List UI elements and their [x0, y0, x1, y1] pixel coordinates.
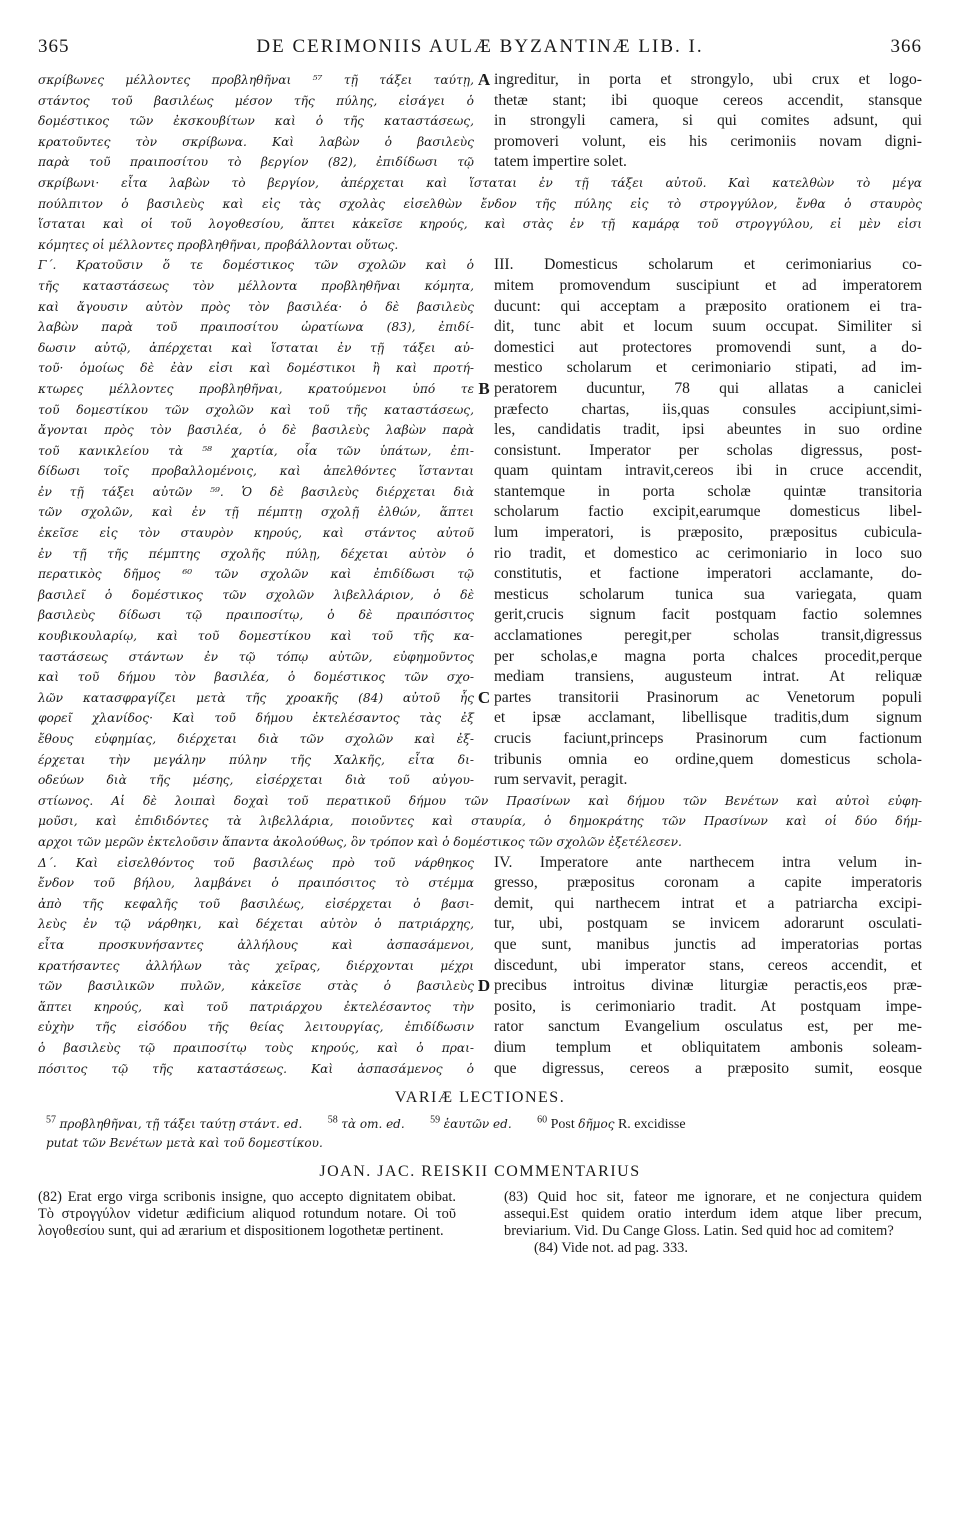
commentary-heading: JOAN. JAC. REISKII COMMENTARIUS: [319, 1163, 641, 1181]
running-title: DE CERIMONIIS AULÆ BYZANTINÆ LIB. I.: [256, 36, 704, 57]
margin-column-a: [474, 70, 494, 173]
latin-line: mestico scholarum et cerimoniario stipati, ad im-: [494, 359, 922, 377]
greek-line: ἐν τῇ τῆς πέμπτης σχολῆς πύλῃ, δέχεται αὐτὸν ὁ: [38, 546, 474, 561]
block-a: [38, 70, 922, 173]
variant-58: $^{58}$ τὰ om. ed.: [327, 1114, 405, 1132]
commentary-left: [38, 1189, 456, 1257]
margin-column-d: [474, 853, 494, 1080]
note-83: (83) Quid hoc sit, fateor me ignorare, et ne conjectura quidem assequi.Est quidem oratio interdum idem atque liber precum, breviarium. Vid. Du Cange Gloss. Latin. Sed quid hoc ad comitem?: [504, 1189, 922, 1240]
greek-line: ὁ βασιλεὺς τῷ πραιποσίτῳ τοὺς κηρούς, καὶ ὁ πραι-: [38, 1040, 474, 1055]
latin-line: promoveri volunt, eis his cerimoniis novam digni-: [494, 132, 922, 150]
greek-line: δίδωσι τοῖς προβαλλομένοις, καὶ ἀπελθόντες ἵστανται: [38, 464, 474, 479]
latin-line: et ipsæ acclamant, libellisque traditis,dum signum: [494, 709, 922, 727]
latin-line: posito, is cerimoniario tradit. At postquam impe-: [494, 997, 922, 1015]
latin-line: lum imperatori, is præposito, præpositus cubicula-: [494, 524, 922, 542]
variae-line-2: putat τῶν Βενέτων μετὰ καὶ τοῦ δομεστίκου.: [46, 1136, 323, 1151]
latin-line: demit, qui narthecem intrat et a patriarcha excipi-: [494, 894, 922, 912]
latin-line: que digressus, cereos a præposito sumit, eosque: [494, 1059, 922, 1077]
greek-line: στάντος τοῦ βασιλέως μέσον τῆς πύλης, εἰσάγει ὁ: [38, 93, 474, 108]
latin-line: gerit,crucis signum facit postquam factio solemnes: [494, 606, 922, 624]
latin-line: III. Domesticus scholarum et cerimoniarius co-: [494, 256, 922, 274]
variant-59: $^{59}$ ἑαυτῶν ed.: [430, 1114, 512, 1132]
latin-line: precibus introitus divinæ liturgiæ peractis,eos præ-: [494, 977, 922, 995]
greek-line: βασιλεὺς δίδωσι τῷ πραιποσίτῳ, ὁ δὲ πραιπόσιτος: [38, 608, 474, 623]
greek-line: εἶτα προσκυνήσαντες ἀλλήλους καὶ ἀσπασάμενοι,: [38, 937, 474, 952]
greek-line: οδεύων διὰ τῆς μέσης, εἰσέρχεται διὰ τοῦ αὐγου-: [38, 773, 474, 788]
page-number-left: 365: [38, 36, 70, 57]
latin-line: rator sanctum Evangelium osculatus est, per me-: [494, 1018, 922, 1036]
greek-line: βασιλεῖ ὁ δομέστικος τῶν σχολῶν λιβελλάριον, ὁ δὲ: [38, 587, 474, 602]
greek-line: σκρίβωνες μέλλοντες προβληθῆναι ⁵⁷ τῇ τάξει ταύτῃ,: [38, 73, 474, 87]
greek-line: Δ΄. Καὶ εἰσελθόντος τοῦ βασιλέως πρὸ τοῦ νάρθηκος: [38, 855, 474, 870]
greek-line: πόσιτος τῷ τῆς καταστάσεως. Καὶ ἀσπασάμενος ὁ: [38, 1061, 474, 1076]
variant-60: $^{60}$ Post δῆμος R. excidisse: [537, 1114, 686, 1133]
latin-line: stantemque in porta scholæ quintæ transitoria: [494, 482, 922, 500]
latin-line: gresso, præpositus coronam a capite imperatoris: [494, 874, 922, 892]
latin-line: IV. Imperatore ante narthecem intra velum in-: [494, 853, 922, 871]
latin-line: thetæ stant; ibi quoque cereos accendit, stansque: [494, 91, 922, 109]
greek-line: κτωρες μέλλοντες προβληθῆναι, κρατούμενοι ὑπό τε: [38, 381, 474, 396]
greek-line: κουβικουλαρίῳ, καὶ τοῦ δομεστίκου καὶ τοῦ τῆς κα-: [38, 629, 474, 644]
latin-line: que sunt, manibus junctis ad imperatorias portas: [494, 935, 922, 953]
variae-lectiones: [38, 1115, 922, 1153]
greek-line: ἐν τῇ τάξει αὐτῶν ⁵⁹. Ὁ δὲ βασιλεὺς διέρχεται διὰ: [38, 484, 474, 499]
greek-line: δωσιν αὐτῷ, ἀπέρχεται καὶ ἵσταται ἐν τῇ τάξει αὐ-: [38, 340, 474, 355]
greek-line: ἔθους εὐφημίας, διέρχεται διὰ τῶν σχολῶν καὶ ἐξ-: [38, 732, 474, 746]
block-b: [38, 255, 922, 790]
greek-line: λεὺς ἐν τῷ νάρθηκι, καὶ δέχεται αὐτὸν ὁ πατριάρχης,: [38, 917, 474, 932]
greek-line: εὐχὴν τῆς εἰσόδου τῆς θείας λειτουργίας, ἐπιδίδωσιν: [38, 1020, 474, 1035]
latin-line: tribunis omnia eo ordine,quem domesticus schola-: [494, 750, 922, 768]
latin-line: crucis faciunt,princeps Prasinorum cum factionum: [494, 730, 922, 747]
latin-line: in strongyli camera, si qui comites adsunt, qui: [494, 112, 922, 130]
greek-line: ἀπὸ τῆς κεφαλῆς τοῦ βασιλέως, εἰσέρχεται ὁ βασι-: [38, 896, 474, 911]
running-header: [38, 36, 922, 58]
full-width-greek-b: [38, 791, 922, 853]
latin-line: præfecto chartas, iis,quas consules accipiunt,simi-: [494, 400, 922, 418]
greek-line: τῆς καταστάσεως τὸν μέλλοντα προβληθῆναι κόμητα,: [38, 278, 474, 293]
variant-57: $^{57}$ προβληθῆναι, τῇ τάξει ταύτῃ στάντ. ed.: [46, 1114, 303, 1132]
latin-line: per scholas,e magna porta chalces procedit,perque: [494, 647, 922, 665]
commentary-right: [504, 1189, 922, 1257]
note-82: (82) Erat ergo virga scribonis insigne, quo accepto dignitatem obibat. Τὸ στρογγύλον videtur ædificium aliquod rotundum notare. Οἱ τοῦ λογοθεσίου sunt, qui ad ærarium et dispositionem logothetæ pertinent.: [38, 1189, 456, 1240]
section-marker-d: D: [477, 976, 491, 996]
latin-column-b: [494, 255, 922, 790]
latin-line: ingreditur, in porta et strongylo, ubi crux et logo-: [494, 71, 922, 88]
variae-lectiones-heading: VARIÆ LECTIONES.: [394, 1089, 566, 1107]
latin-line: consistunt. Imperator per scholas digressus, post-: [494, 441, 922, 459]
latin-column-a: [494, 70, 922, 173]
section-marker-c: C: [477, 687, 491, 707]
greek-line: πούλπιτον ὁ βασιλεὺς καὶ εἰς τὰς σχολὰς εἰσελθὼν ἔνδον τῆς πύλης εἰς τὸ στρογγύλον, ἔνθα ὁ σταυρὸς: [38, 196, 922, 211]
latin-line: rum servavit, peragit.: [494, 771, 628, 789]
greek-line: τοῦ δομεστίκου τῶν σχολῶν καὶ τοῦ τῆς καταστάσεως,: [38, 402, 474, 417]
full-width-greek-a: [38, 173, 922, 255]
section-marker-b: B: [478, 378, 490, 398]
greek-line: ἔνδον τοῦ βήλου, λαμβάνει ὁ πραιπόσιτος τὸ στέμμα: [38, 876, 474, 891]
greek-line: σκρίβωνι· εἶτα λαβὼν τὸ βεργίον, ἀπέρχεται καὶ ἵσταται ἐν τῇ τάξει αὐτοῦ. Καὶ κατελθὼν τὸ μέγα: [38, 175, 922, 190]
variae-line-1: [46, 1115, 922, 1134]
latin-line: domestici aut protectores promovendi sunt, a do-: [494, 338, 922, 356]
greek-line: ταστάσεως στάντων ἐν τῷ τόπῳ αὐτῶν, εὐφημοῦντος: [38, 649, 474, 664]
greek-column-b: [38, 255, 474, 790]
latin-line: dit, tunc abit et locum suum occupat. Similiter si: [494, 318, 922, 336]
latin-line: constitutis, et factione imperatori acclamante, do-: [494, 565, 922, 583]
greek-line: τοῦ· ὁμοίως δὲ ἐὰν εἰσι καὶ δομέστικοι ἢ καὶ προτή-: [38, 361, 474, 376]
greek-line: κρατοῦντες τὸν σκρίβωνα. Καὶ λαβὼν ὁ βασιλεὺς: [38, 134, 474, 149]
latin-line: les, candidatis tradit, ipsi abeuntes in suo ordine: [494, 421, 922, 439]
greek-line: ἅπτει κηρούς, καὶ τοῦ πατριάρχου ἐκτελέσαντος τὴν: [38, 999, 474, 1014]
commentary: [38, 1189, 922, 1257]
latin-line: peratorem ducuntur, 78 qui allatas a caniclei: [494, 379, 922, 397]
note-84: (84) Vide not. ad pag. 333.: [534, 1240, 688, 1257]
greek-line: καὶ τοῦ δήμου τὸν βασιλέα, ὁ δομέστικος τῶν σχο-: [38, 670, 474, 685]
latin-line: mesticus scholarum tunica sua variegata, quam: [494, 585, 922, 603]
page-number-right: 366: [890, 36, 922, 57]
greek-line: τῶν βασιλικῶν πυλῶν, κἀκεῖσε στὰς ὁ βασιλεὺς: [38, 979, 474, 994]
greek-line: ἐκεῖσε εἰς τὸν σταυρὸν κηρούς, καὶ στάντος αὐτοῦ: [38, 526, 474, 541]
greek-line: ἵσταται καὶ οἱ τοῦ λογοθεσίου, ἅπτει κἀκεῖσε κηρούς, καὶ στὰς ἐν τῇ καμάρᾳ τοῦ στρογγύλου, εἰ μὲν εἰσι: [38, 217, 922, 232]
greek-column-a: [38, 70, 474, 173]
greek-line: κρατήσαντες ἀλλήλων τὰς χεῖρας, διέρχονται μέχρι: [38, 958, 474, 973]
latin-line: tur, ubi, postquam se invicem adorarunt osculati-: [494, 915, 922, 933]
greek-column-d: [38, 853, 474, 1080]
block-d: [38, 853, 922, 1080]
greek-line: φορεῖ χλανίδος· Καὶ τοῦ δήμου ἐκτελέσαντος τὰς ἐξ: [38, 711, 474, 726]
latin-line: discedunt, ubi imperator stans, cereos accendit, et: [494, 956, 922, 974]
greek-line: παρὰ τοῦ πραιποσίτου τὸ βεργίον (82), ἐπιδίδωσι τῷ: [38, 155, 474, 170]
greek-line: καὶ ἄγουσιν αὐτὸν πρὸς τὸν βασιλέα· ὁ δὲ βασιλεὺς: [38, 299, 474, 314]
greek-line: έρχεται τὴν μεγάλην πύλην τῆς Χαλκῆς, εἶτα δι-: [38, 752, 474, 767]
latin-line: scholarum factio excipit,earumque domesticus libel-: [494, 503, 922, 521]
latin-line: mitem promovendum suscipiunt et ad imperatorem: [494, 276, 922, 294]
greek-line: αρχοι τῶν μερῶν ἐκτελοῦσιν ἅπαντα ἀκολούθως, ὃν τρόπον καὶ ὁ δομέστικος τῶν σχολῶν ἐξετέλεσεν.: [38, 834, 682, 849]
greek-line: δομέστικος τῶν ἐκσκουβίτων καὶ ὁ τῆς καταστάσεως,: [38, 114, 474, 129]
margin-column-b: [474, 255, 494, 790]
latin-line: tatem impertire solet.: [494, 153, 627, 171]
greek-line: περατικὸς δῆμος ⁶⁰ τῶν σχολῶν καὶ ἐπιδίδωσι τῷ: [38, 567, 474, 582]
greek-line: τοῦ κανικλείου τὰ ⁵⁸ χαρτία, οἷα τῶν ὑπάτων, ἐπι-: [38, 443, 474, 458]
greek-line: στίωνος. Αἱ δὲ λοιπαὶ δοχαὶ τοῦ περατικοῦ δήμου τῶν Πρασίνων καὶ δήμου τῶν Βενέτων καὶ αὐτοὶ εὐφη-: [38, 793, 922, 808]
latin-column-d: [494, 853, 922, 1080]
greek-line: Γ΄. Κρατοῦσιν ὅ τε δομέστικος τῶν σχολῶν καὶ ὁ: [38, 258, 474, 273]
greek-line: μοῦσι, καὶ ἐπιδιδόντες τὰ λιβελλάρια, ποιοῦντες καὶ σταυρία, ὁ δημοκράτης τῶν Πρασίνων καὶ οἱ δύο δήμ-: [38, 814, 922, 829]
latin-line: mediam transiens, augusteum intrat. At reliquæ: [494, 668, 922, 686]
greek-line: ἄγονται πρὸς τὸν βασιλέα, ὁ δὲ βασιλεὺς λαβὼν παρὰ: [38, 423, 474, 438]
latin-line: ducunt: qui acceptam a præposito orationem ei tra-: [494, 297, 922, 315]
greek-line: κόμητες οἱ μέλλοντες προβληθῆναι, προβάλλονται οὕτως.: [38, 237, 399, 252]
latin-line: partes transitorii Prasinorum ac Venetorum populi: [494, 688, 922, 706]
latin-line: acclamationes peregit,per scholas transit,digressus: [494, 627, 922, 645]
section-marker-a: A: [477, 70, 491, 89]
latin-line: quam quintam intravit,cereos ibi in cruce accendit,: [494, 462, 922, 480]
latin-line: dium templum et obliquitatem ambonis soleam-: [494, 1038, 922, 1056]
greek-line: τῶν σχολῶν, καὶ ἐν τῇ πέμπτῃ σχολῇ ἐλθών, ἅπτει: [38, 505, 474, 520]
greek-line: λαβὼν παρὰ τοῦ πραιποσίτου ὠρατίωνα (83), ἐπιδί-: [38, 320, 474, 335]
latin-line: rio tradit, et domestico ac cerimoniario in loco suo: [494, 544, 922, 562]
greek-line: λῶν κατασφραγίζει μετὰ τῆς χροακῆς (84) αὐτοῦ ἧς: [38, 690, 474, 705]
